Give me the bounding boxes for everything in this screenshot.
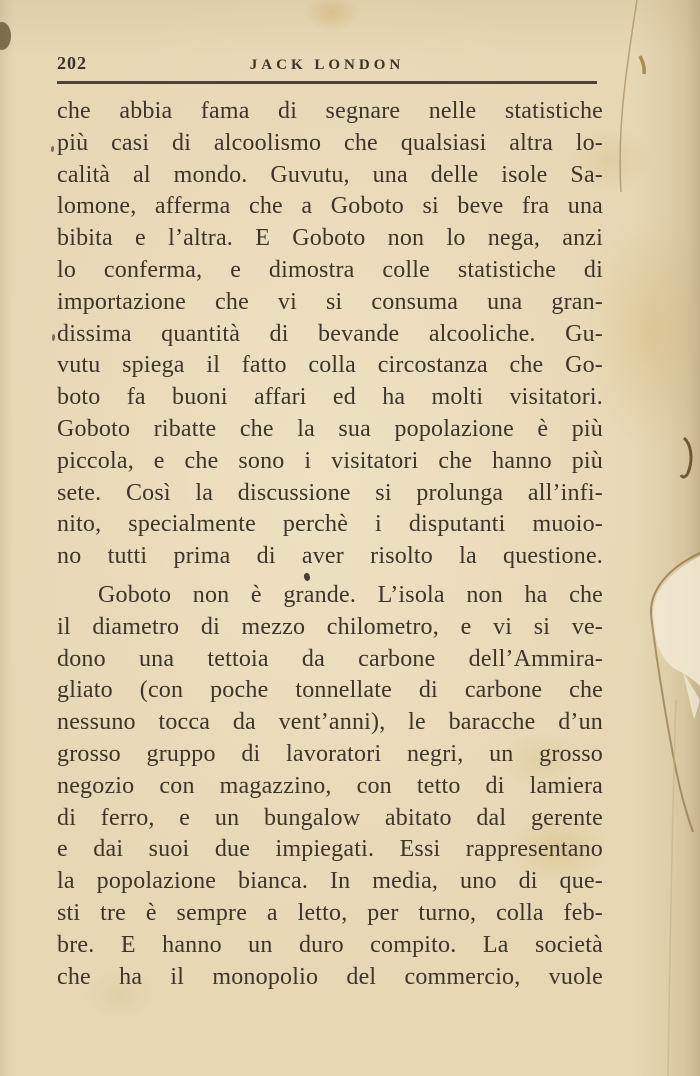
body-text — [57, 96, 603, 993]
text-line: piccola, e che sono i visitatori che hanno più — [57, 447, 603, 474]
ink-speck — [52, 334, 55, 341]
text-line: Goboto non è grande. L’isola non ha che — [98, 581, 603, 608]
text-line: calità al mondo. Guvutu, una delle isole Sa- — [57, 161, 603, 188]
text-line: sete. Così la discussione si prolunga all’infi- — [57, 479, 603, 506]
ink-speck — [51, 146, 54, 152]
edge-ink-mark — [681, 438, 691, 477]
text-line: il diametro di mezzo chilometro, e vi si ve- — [57, 613, 603, 640]
running-header: JACK LONDON — [249, 57, 405, 73]
tear-patch-small — [683, 672, 700, 720]
text-line: sti tre è sempre a letto, per turno, colla feb- — [57, 899, 603, 926]
text-line: e dai suoi due impiegati. Essi rappresentano — [57, 836, 603, 863]
text-line: dono una tettoia da carbone dell’Ammira- — [57, 645, 603, 672]
text-line: vutu spiega il fatto colla circostanza che Go- — [57, 352, 603, 379]
text-line: più casi di alcoolismo che qualsiasi altra lo- — [57, 129, 603, 156]
crease-mark — [620, 0, 637, 192]
text-line: no tutti prima di aver risolto la questione. — [57, 543, 603, 570]
text-line: negozio con magazzino, con tetto di lamiera — [57, 772, 603, 799]
text-line: che abbia fama di segnare nelle statistiche — [57, 98, 603, 124]
text-line: grosso gruppo di lavoratori negri, un grosso — [57, 740, 603, 767]
text-line: gliato (con poche tonnellate di carbone che — [57, 677, 603, 704]
text-line: boto fa buoni affari ed ha molti visitatori. — [57, 384, 603, 411]
text-line: lo conferma, e dimostra colle statistiche di — [57, 256, 603, 283]
crack-line — [651, 553, 700, 614]
tear-patch — [653, 556, 700, 686]
text-line: la popolazione bianca. In media, uno di que- — [57, 868, 603, 895]
text-line: importazione che vi si consuma una gran- — [57, 288, 603, 315]
text-line: bre. E hanno un duro compito. La società — [57, 931, 603, 958]
crack-line-lower — [651, 614, 693, 832]
text-line: bibita e l’altra. E Goboto non lo nega, anzi — [57, 225, 603, 252]
text-line: nessuno tocca da vent’anni), le baracche d’un — [57, 709, 603, 736]
text-line: lomone, afferma che a Goboto si beve fra una — [57, 193, 603, 220]
left-edge-blot — [0, 22, 11, 50]
header-rule — [57, 81, 597, 84]
text-line: che ha il monopolio del commercio, vuole — [57, 963, 603, 990]
text-line: Goboto ribatte che la sua popolazione è più — [57, 415, 603, 442]
page-number: 202 — [57, 53, 87, 73]
text-line: nito, specialmente perchè i disputanti muoio- — [57, 511, 603, 538]
brown-fleck — [640, 56, 644, 74]
fold-line — [668, 700, 676, 1076]
text-line: dissima quantità di bevande alcooliche. Gu- — [57, 320, 603, 347]
text-line: di ferro, e un bungalow abitato dal gerente — [57, 804, 603, 831]
